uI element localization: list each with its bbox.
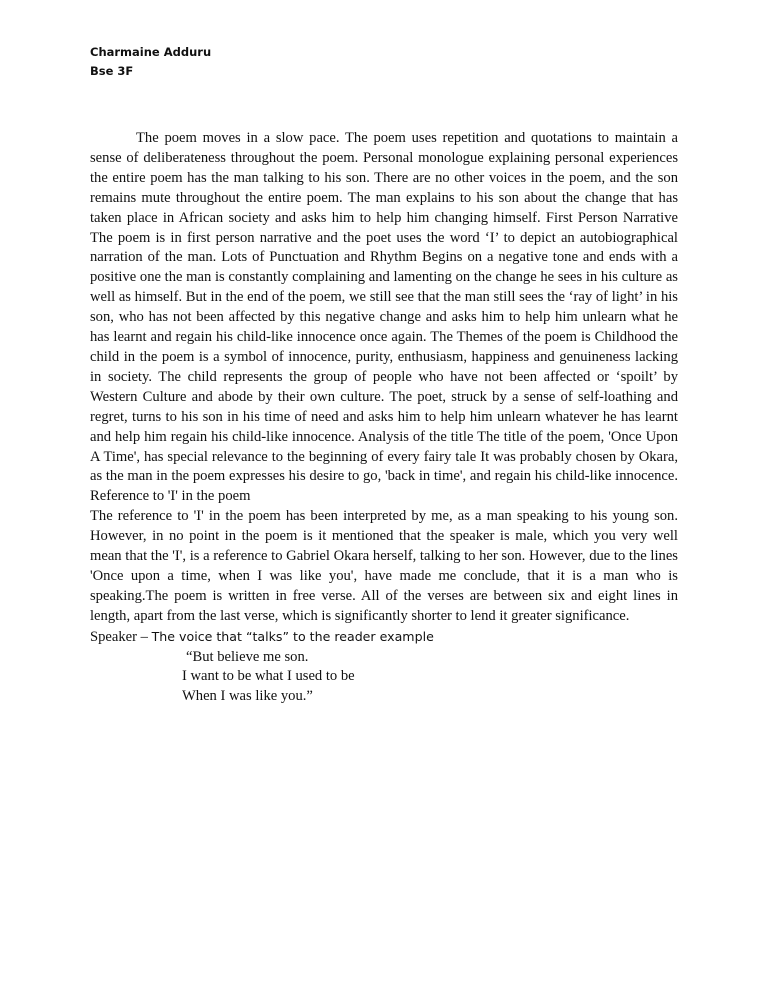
document-body (90, 129, 678, 707)
paragraph-2: The reference to 'I' in the poem has been interpreted by me, as a man speaking to his young son. However, in no point in the poem is it mentioned that the speaker is male, which you very well mean that the 'I', is a reference to Gabriel Okara herself, talking to her son. However, due to the lines 'Once upon a time, when I was like you', have made me conclude, that it is a man who is speaking.The poem is written in free verse. All of the verses are between six and eight lines in length, apart from the last verse, which is significantly shorter to lend it greater significance. (90, 508, 678, 624)
author-section: Bse 3F (90, 64, 134, 78)
speaker-line (90, 627, 678, 648)
quote-line-1: “But believe me son. (186, 648, 309, 665)
quote-line-3: When I was like you.” (182, 688, 313, 705)
quote-line-2: I want to be what I used to be (182, 668, 355, 685)
speaker-description: The voice that “talks” to the reader example (151, 628, 434, 644)
author-name: Charmaine Adduru (90, 45, 212, 59)
document-header (90, 43, 211, 81)
speaker-label: Speaker – (90, 628, 152, 645)
poem-quote (90, 648, 678, 708)
paragraph-1: The poem moves in a slow pace. The poem uses repetition and quotations to maintain a sense of deliberateness throughout the poem. Personal monologue explaining personal experiences the entire poem has the man talking to his son. There are no other voices in the poem, and the son remains mute throughout the entire poem. The man explains to his son about the change that has taken place in African society and asks him to help him changing himself. First Person Narrative The poem is in first person narrative and the poet uses the word ‘I’ to depict an autobiographical narration of the man. Lots of Punctuation and Rhythm Begins on a negative tone and ends with a positive one the man is constantly complaining and lamenting on the change he sees in his culture as well as himself. But in the end of the poem, we still see that the man still sees the ‘ray of light’ in his son, who has not been affected by this negative change and asks him to help him unlearn what he has learnt and regain his child-like innocence once again. The Themes of the poem is Childhood the child in the poem is a symbol of innocence, purity, enthusiasm, happiness and genuineness lacking in society. The child represents the group of people who have not been affected or ‘spoilt’ by Western Culture and abode by their own culture. The poet, struck by a sense of self-loathing and regret, turns to his son in his time of need and asks him to help him unlearn whatever he has learnt and help him regain his child-like innocence. Analysis of the title The title of the poem, 'Once Upon A Time', has special relevance to the beginning of every fairy tale It was probably chosen by Okara, as the man in the poem expresses his desire to go, 'back in time', and regain his child-like innocence. Reference to 'I' in the poem (90, 130, 678, 505)
